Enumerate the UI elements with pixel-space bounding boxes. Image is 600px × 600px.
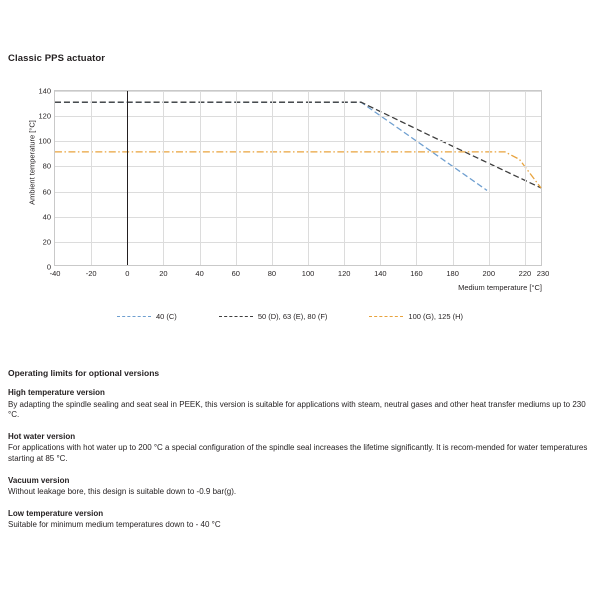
x-axis-tick-label: 220 [518,269,532,278]
content-block-text: For applications with hot water up to 200 °C a special configuration of the spindle seal increases the lifetime significantly. It is recom-mended for water temperatures starting at 85 °C. [8,443,588,463]
content-block-heading: Vacuum version [8,475,70,485]
y-axis-tick-label: 120 [38,111,51,121]
content-block [8,388,592,421]
content-block-heading: High temperature version [8,388,105,398]
gridline-vertical [308,91,309,265]
x-axis-tick-label: 160 [410,269,423,278]
gridline-vertical [272,91,273,265]
legend-label: 100 (G), 125 (H) [408,312,464,321]
y-axis-tick-label: 0 [46,262,51,272]
gridline-vertical [344,91,345,265]
chart-container [8,80,592,300]
zero-axis-line [127,91,128,265]
x-axis-tick-label: -20 [85,269,97,278]
content-block-text: Suitable for minimum medium temperatures down to - 40 °C [8,520,221,530]
x-axis-tick-label: 100 [301,269,315,278]
x-axis-tick-label: -40 [49,269,61,278]
x-axis-tick-label: 180 [446,269,459,278]
body-text [8,368,592,531]
x-axis-tick-label: 20 [159,269,168,278]
y-axis-title: Ambient temperature [°C] [27,120,37,205]
gridline-vertical [453,91,454,265]
x-axis-tick-label: 60 [231,269,240,278]
x-axis-tick-label: 80 [267,269,277,278]
content-block-heading: Hot water version [8,431,76,441]
content-block-text: By adapting the spindle sealing and seat seal in PEEK, this version is suitable for applications with steam, neutral gases and other heat transfer mediums up to 230 °C. [8,399,586,420]
legend-label: 50 (D), 63 (E), 80 (F) [257,312,328,321]
legend-swatch [117,316,151,317]
gridline-vertical [489,91,490,265]
x-axis-tick-label: 40 [195,269,204,278]
legend-swatch [219,316,253,317]
gridline-vertical [380,91,381,265]
legend-swatch [369,316,403,317]
gridline-vertical [200,91,201,265]
y-axis-tick-label: 80 [42,161,51,171]
chart-plot-area [38,86,550,278]
x-axis-tick-label: 0 [125,269,130,278]
legend-item [117,312,177,321]
content-block [8,432,592,465]
gridline-vertical [236,91,237,265]
x-axis-tick-label: 140 [374,269,387,278]
x-axis-tick-label: 200 [482,269,496,278]
gridline-vertical [91,91,92,265]
content-block [8,476,592,498]
legend-item [369,312,463,321]
gridline-vertical [525,91,526,265]
chart-legend [46,312,534,321]
y-axis-tick-label: 60 [42,186,51,196]
text-blocks [8,388,592,530]
page-title: Classic PPS actuator [8,53,106,64]
legend-item [219,312,328,321]
section-title: Operating limits for optional versions [8,368,160,378]
content-block-text: Without leakage bore, this design is suitable down to -0.9 bar(g). [8,487,237,497]
legend-label: 40 (C) [155,312,177,321]
content-block-heading: Low temperature version [8,508,104,518]
x-axis-tick-label: 120 [337,269,351,278]
y-axis-tick-label: 140 [38,86,51,96]
y-axis-tick-label: 20 [42,237,51,247]
x-axis-tick-label: 230 [536,269,550,278]
gridline-vertical [416,91,417,265]
y-axis-tick-label: 100 [38,136,51,146]
y-axis-tick-label: 40 [42,211,51,221]
gridline-vertical [163,91,164,265]
x-axis-title: Medium temperature [°C] [458,283,542,292]
content-block [8,509,592,531]
